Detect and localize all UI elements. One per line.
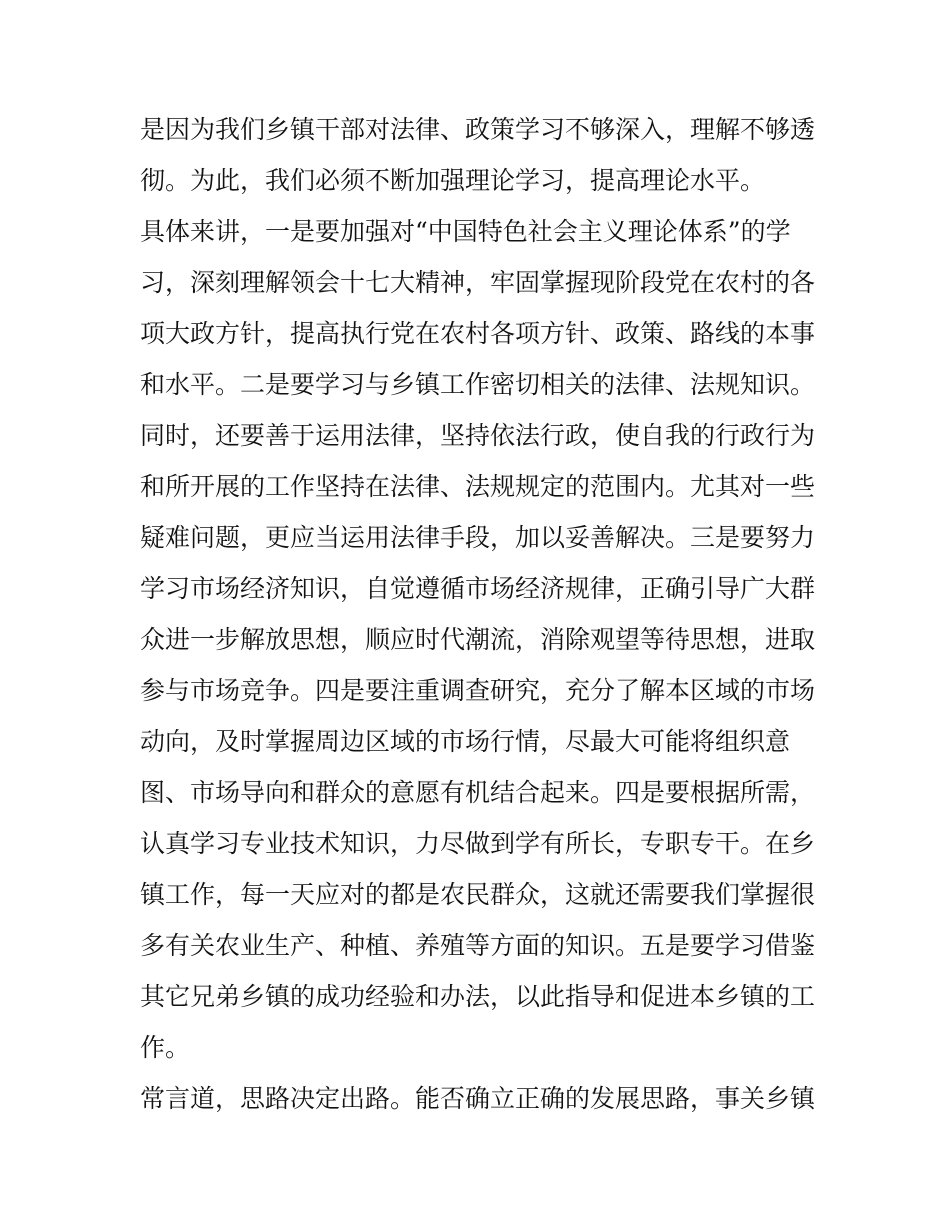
text-line: 疑难问题，更应当运用法律手段，加以妥善解决。三是要努力 — [140, 523, 816, 552]
text-line: 是因为我们乡镇干部对法律、政策学习不够深入，理解不够透 — [140, 115, 816, 144]
text-line: 镇工作，每一天应对的都是农民群众，这就还需要我们掌握很 — [140, 880, 816, 909]
text-line: 其它兄弟乡镇的成功经验和办法，以此指导和促进本乡镇的工 — [140, 982, 816, 1011]
text-line: 项大政方针，提高执行党在农村各项方针、政策、路线的本事 — [140, 319, 816, 348]
text-line: 彻。为此，我们必须不断加强理论学习，提高理论水平。 — [140, 166, 766, 195]
text-line: 多有关农业生产、种植、养殖等方面的知识。五是要学习借鉴 — [140, 931, 816, 960]
text-line: 作。 — [140, 1033, 191, 1062]
text-line: 动向，及时掌握周边区域的市场行情，尽最大可能将组织意 — [140, 727, 791, 756]
text-line: 同时，还要善于运用法律，坚持依法行政，使自我的行政行为 — [140, 421, 816, 450]
document-body — [140, 104, 820, 1124]
text-line: 习，深刻理解领会十七大精神，牢固掌握现阶段党在农村的各 — [140, 268, 816, 297]
text-line: 具体来讲，一是要加强对“中国特色社会主义理论体系”的学 — [140, 217, 791, 246]
text-line: 和水平。二是要学习与乡镇工作密切相关的法律、法规知识。 — [140, 370, 816, 399]
text-line: 常言道，思路决定出路。能否确立正确的发展思路，事关乡镇 — [140, 1084, 816, 1113]
text-line: 众进一步解放思想，顺应时代潮流，消除观望等待思想，进取 — [140, 625, 816, 654]
text-line: 和所开展的工作坚持在法律、法规规定的范围内。尤其对一些 — [140, 472, 816, 501]
text-line: 认真学习专业技术知识，力尽做到学有所长，专职专干。在乡 — [140, 829, 816, 858]
text-line: 参与市场竞争。四是要注重调查研究，充分了解本区域的市场 — [140, 676, 816, 705]
text-line: 学习市场经济知识，自觉遵循市场经济规律，正确引导广大群 — [140, 574, 816, 603]
text-line: 图、市场导向和群众的意愿有机结合起来。四是要根据所需， — [140, 778, 816, 807]
